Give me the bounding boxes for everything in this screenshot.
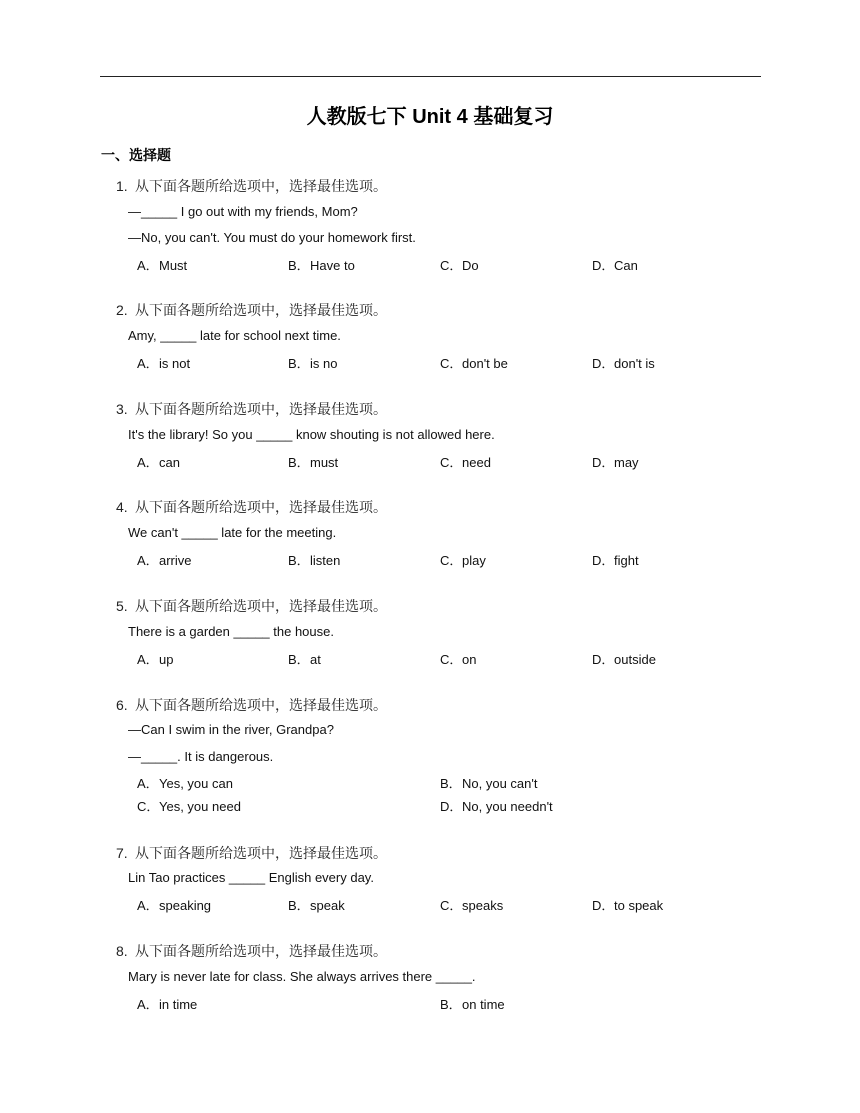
option-c[interactable] [440, 649, 476, 668]
option-letter: B． [288, 553, 310, 568]
option-a[interactable] [137, 994, 197, 1013]
option-letter: B． [288, 652, 310, 667]
option-letter: B． [440, 776, 462, 791]
option-letter: C． [440, 553, 463, 568]
question-number: 2. [116, 302, 128, 318]
option-text: on time [462, 997, 505, 1012]
option-text: speaks [462, 898, 504, 913]
question-stem: —Can I swim in the river, Grandpa? [128, 722, 334, 737]
option-text: outside [614, 652, 656, 667]
option-text: don't be [462, 356, 508, 371]
question-instruction [116, 497, 387, 517]
option-letter: A． [137, 652, 159, 667]
section-heading: 一、选择题 [101, 147, 171, 163]
option-letter: C． [440, 455, 463, 470]
option-letter: B． [440, 997, 462, 1012]
option-text: Can [614, 258, 638, 273]
option-text: speak [310, 898, 345, 913]
option-letter: A． [137, 776, 159, 791]
instruction-text: 从下面各题所给选项中，选择最佳选项。 [135, 178, 387, 194]
option-letter: C． [440, 652, 463, 667]
instruction-text: 从下面各题所给选项中，选择最佳选项。 [135, 499, 387, 515]
option-text: is not [159, 356, 191, 371]
header-rule [100, 76, 761, 77]
option-d[interactable] [592, 255, 638, 274]
question-instruction [116, 399, 387, 419]
option-text: speaking [159, 898, 212, 913]
question-number: 7. [116, 845, 128, 861]
instruction-text: 从下面各题所给选项中，选择最佳选项。 [135, 302, 387, 318]
option-text: in time [159, 997, 198, 1012]
option-text: listen [310, 553, 341, 568]
page-title: 人教版七下 Unit 4 基础复习 [306, 106, 554, 128]
question-stem: It's the library! So you _____ know shouting is not allowed here. [128, 427, 495, 442]
option-letter: A． [137, 898, 159, 913]
option-a[interactable] [137, 895, 211, 914]
option-text: up [159, 652, 174, 667]
option-text: don't is [614, 356, 655, 371]
option-text: Must [159, 258, 188, 273]
question-stem: Amy, _____ late for school next time. [128, 328, 341, 343]
option-c[interactable] [440, 452, 491, 471]
option-letter: B． [288, 455, 310, 470]
question-number: 1. [116, 178, 128, 194]
question-stem: Lin Tao practices _____ English every day. [128, 870, 374, 885]
option-letter: B． [288, 356, 310, 371]
option-c[interactable] [137, 796, 241, 815]
question-stem: We can't _____ late for the meeting. [128, 525, 337, 540]
option-b[interactable] [288, 353, 337, 372]
option-text: must [310, 455, 339, 470]
option-a[interactable] [137, 550, 192, 569]
option-b[interactable] [288, 649, 321, 668]
option-letter: D． [440, 799, 463, 814]
option-text: Do [462, 258, 479, 273]
option-c[interactable] [440, 550, 486, 569]
question-stem: —_____. It is dangerous. [128, 749, 274, 764]
question-number: 5. [116, 598, 128, 614]
option-text: Yes, you need [159, 799, 241, 814]
option-b[interactable] [288, 452, 338, 471]
option-letter: B． [288, 898, 310, 913]
option-text: fight [614, 553, 639, 568]
option-c[interactable] [440, 255, 479, 274]
instruction-text: 从下面各题所给选项中，选择最佳选项。 [135, 598, 387, 614]
option-letter: A． [137, 258, 159, 273]
option-letter: A． [137, 553, 159, 568]
option-c[interactable] [440, 353, 508, 372]
question-stem: There is a garden _____ the house. [128, 624, 334, 639]
option-letter: A． [137, 455, 159, 470]
option-text: No, you can't [462, 776, 538, 791]
option-d[interactable] [592, 649, 656, 668]
option-text: is no [310, 356, 338, 371]
question-number: 8. [116, 943, 128, 959]
option-b[interactable] [440, 773, 537, 792]
option-d[interactable] [592, 895, 663, 914]
question-stem: —_____ I go out with my friends, Mom? [128, 204, 358, 219]
option-a[interactable] [137, 649, 173, 668]
option-letter: D． [592, 898, 615, 913]
question-instruction [116, 695, 387, 715]
option-text: arrive [159, 553, 192, 568]
instruction-text: 从下面各题所给选项中，选择最佳选项。 [135, 697, 387, 713]
option-b[interactable] [288, 550, 340, 569]
option-letter: B． [288, 258, 310, 273]
instruction-text: 从下面各题所给选项中，选择最佳选项。 [135, 943, 387, 959]
question-number: 4. [116, 499, 128, 515]
instruction-text: 从下面各题所给选项中，选择最佳选项。 [135, 845, 387, 861]
option-text: at [310, 652, 321, 667]
option-letter: C． [440, 898, 463, 913]
question-number: 6. [116, 697, 128, 713]
option-text: may [614, 455, 639, 470]
option-letter: D． [592, 553, 615, 568]
instruction-text: 从下面各题所给选项中，选择最佳选项。 [135, 401, 387, 417]
option-letter: D． [592, 356, 615, 371]
option-text: to speak [614, 898, 664, 913]
option-letter: C． [440, 258, 463, 273]
option-letter: A． [137, 997, 159, 1012]
option-letter: D． [592, 455, 615, 470]
question-instruction [116, 300, 387, 320]
option-a[interactable] [137, 773, 233, 792]
question-number: 3. [116, 401, 128, 417]
option-letter: A． [137, 356, 159, 371]
option-text: play [462, 553, 486, 568]
option-letter: C． [440, 356, 463, 371]
question-stem: —No, you can't. You must do your homework first. [128, 230, 416, 245]
question-instruction [116, 596, 387, 616]
option-d[interactable] [440, 796, 553, 815]
question-stem: Mary is never late for class. She always arrives there _____. [128, 969, 476, 984]
option-b[interactable] [288, 895, 345, 914]
option-d[interactable] [592, 353, 655, 372]
option-a[interactable] [137, 452, 180, 471]
option-text: can [159, 455, 180, 470]
option-letter: D． [592, 652, 615, 667]
option-d[interactable] [592, 550, 639, 569]
option-letter: C． [137, 799, 160, 814]
option-a[interactable] [137, 255, 187, 274]
option-letter: D． [592, 258, 615, 273]
option-text: No, you needn't [462, 799, 553, 814]
question-instruction [116, 176, 387, 196]
option-b[interactable] [288, 255, 355, 274]
option-b[interactable] [440, 994, 505, 1013]
option-a[interactable] [137, 353, 190, 372]
option-text: need [462, 455, 491, 470]
option-c[interactable] [440, 895, 503, 914]
option-text: Yes, you can [159, 776, 233, 791]
question-instruction [116, 843, 387, 863]
option-d[interactable] [592, 452, 639, 471]
question-instruction [116, 941, 387, 961]
option-text: Have to [310, 258, 355, 273]
option-text: on [462, 652, 477, 667]
